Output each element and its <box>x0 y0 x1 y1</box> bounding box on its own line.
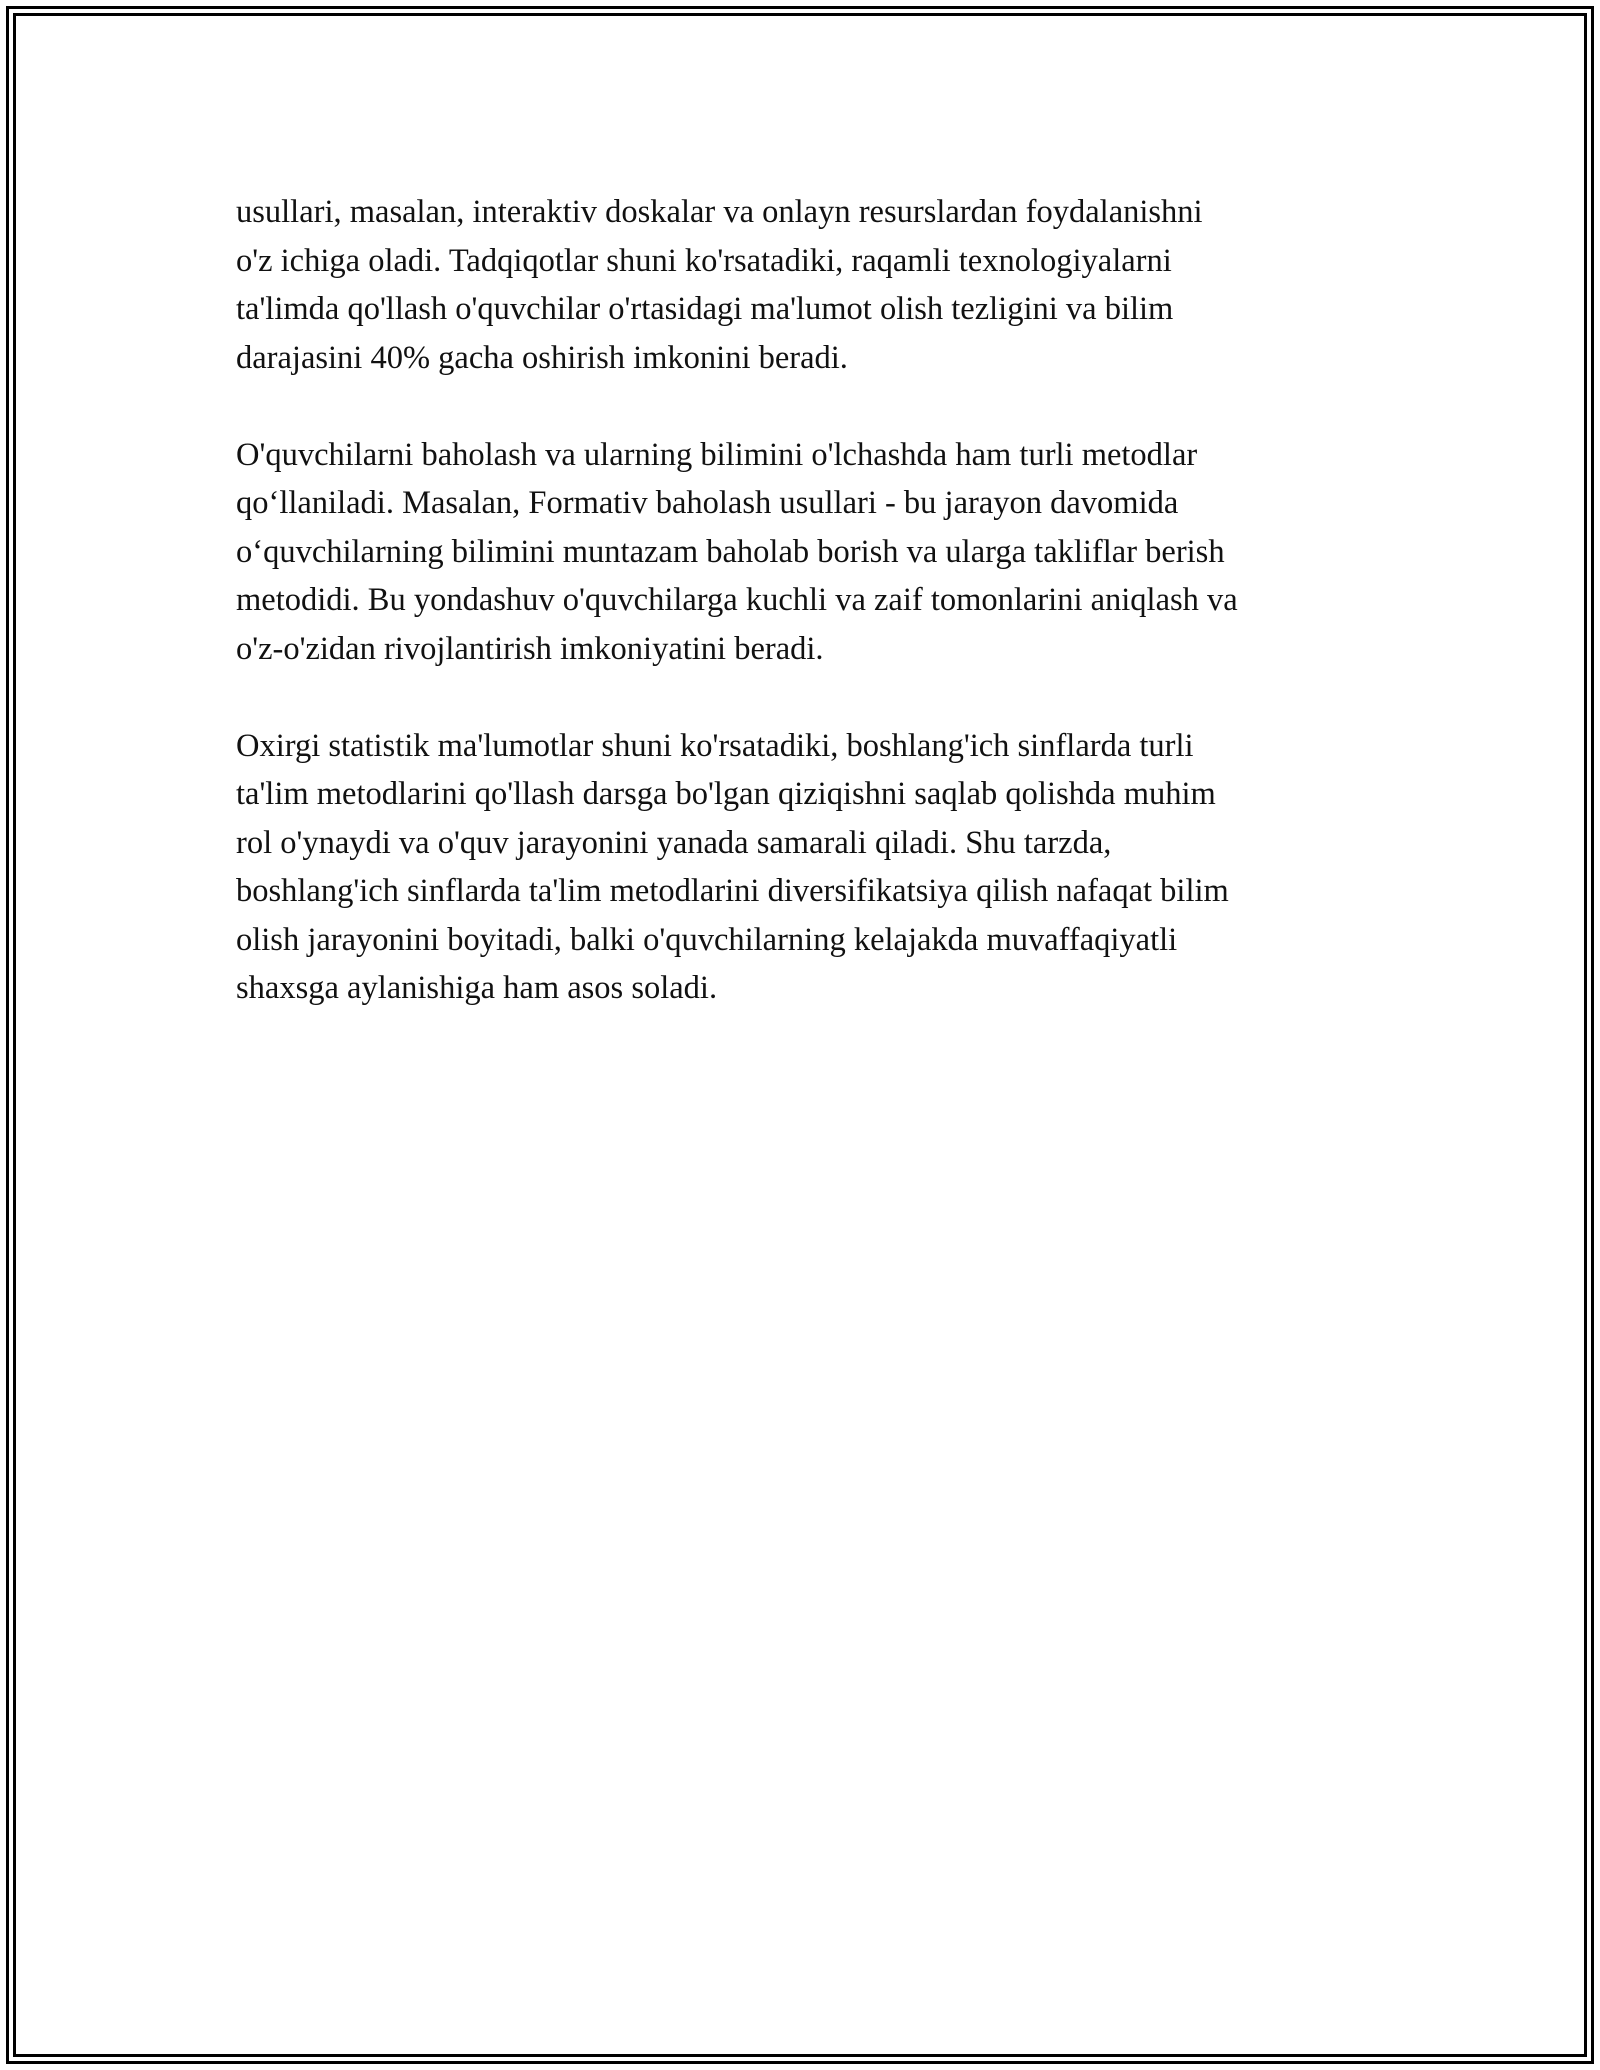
document-body <box>236 188 1386 1061</box>
text-line: o'z-o'zidan rivojlantirish imkoniyatini beradi. <box>236 630 824 667</box>
text-line: ta'limda qo'llash o'quvchilar o'rtasidagi ma'lumot olish tezligini va bilim <box>236 291 1174 327</box>
text-line: o‘quvchilarning bilimini muntazam baholab borish va ularga takliflar berish <box>236 533 1225 570</box>
paragraph-2 <box>236 431 1386 674</box>
text-line: darajasini 40% gacha oshirish imkonini beradi. <box>236 339 848 376</box>
text-line: shaxsga aylanishiga ham asos soladi. <box>236 970 718 1006</box>
text-line: metodidi. Bu yondashuv o'quvchilarga kuchli va zaif tomonlarini aniqlash va <box>236 582 1238 618</box>
text-line: boshlang'ich sinflarda ta'lim metodlarini diversifikatsiya qilish nafaqat bilim <box>236 873 1229 909</box>
text-line: ta'lim metodlarini qo'llash darsga bo'lgan qiziqishni saqlab qolishda muhim <box>236 776 1216 812</box>
text-line: usullari, masalan, interaktiv doskalar va onlayn resurslardan foydalanishni <box>236 194 1203 230</box>
text-line: olish jarayonini boyitadi, balki o'quvchilarning kelajakda muvaffaqiyatli <box>236 921 1178 958</box>
text-line: qo‘llaniladi. Masalan, Formativ baholash usullari - bu jarayon davomida <box>236 485 1179 521</box>
text-line: o'z ichiga oladi. Tadqiqotlar shuni ko'rsatadiki, raqamli texnologiyalarni <box>236 242 1172 279</box>
paragraph-3 <box>236 722 1386 1013</box>
text-line: rol o'ynaydi va o'quv jarayonini yanada samarali qiladi. Shu tarzda, <box>236 824 1112 861</box>
text-line: Oxirgi statistik ma'lumotlar shuni ko'rsatadiki, boshlang'ich sinflarda turli <box>236 727 1194 764</box>
text-line: O'quvchilarni baholash va ularning bilimini o'lchashda ham turli metodlar <box>236 436 1198 473</box>
paragraph-1 <box>236 188 1386 382</box>
